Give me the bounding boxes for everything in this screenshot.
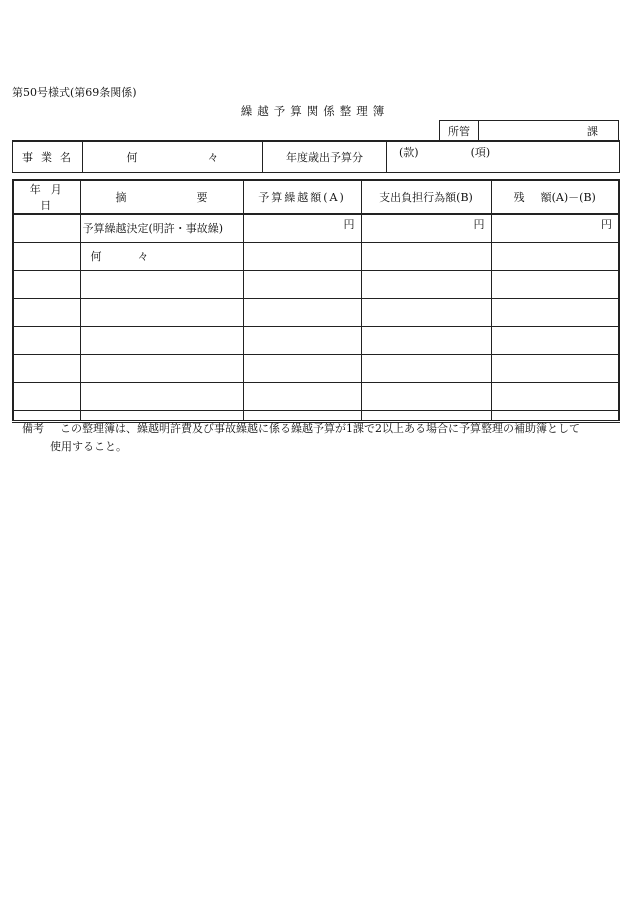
- header-commitment: 支出負担行為額(B): [361, 180, 491, 214]
- project-row: [12, 140, 620, 173]
- ledger-table: [12, 179, 620, 423]
- table-row: [13, 354, 619, 382]
- commitment-cell[interactable]: [361, 298, 491, 326]
- desc-cell[interactable]: [80, 298, 243, 326]
- date-cell[interactable]: [13, 242, 80, 270]
- carryover-cell: 円: [243, 214, 361, 242]
- department-label: 所管: [440, 121, 479, 140]
- date-cell[interactable]: [13, 270, 80, 298]
- table-row: [13, 242, 619, 270]
- commitment-cell[interactable]: [361, 354, 491, 382]
- commitment-cell[interactable]: [361, 326, 491, 354]
- header-desc-right: 要: [196, 191, 208, 204]
- date-cell[interactable]: [13, 214, 80, 242]
- date-cell[interactable]: [13, 326, 80, 354]
- remarks-line-2: 使用すること。: [50, 440, 127, 453]
- budget-year-label: 年度歳出予算分: [263, 142, 387, 172]
- balance-cell[interactable]: [491, 242, 619, 270]
- date-cell[interactable]: [13, 298, 80, 326]
- carryover-cell[interactable]: [243, 242, 361, 270]
- remarks: [22, 420, 622, 456]
- remarks-text-1: この整理簿は、繰越明許費及び事故繰越に係る繰越予算が1課で2以上ある場合に予算整理の補助簿として: [60, 422, 580, 435]
- carryover-cell[interactable]: [243, 270, 361, 298]
- commitment-cell[interactable]: [361, 242, 491, 270]
- header-bal-left: 残: [513, 191, 525, 204]
- header-bal-right: 額(A)－(B): [540, 191, 596, 204]
- desc-cell[interactable]: [80, 354, 243, 382]
- desc-cell[interactable]: [80, 270, 243, 298]
- kou-label: (項): [470, 146, 491, 159]
- project-name-left: 何: [126, 151, 138, 164]
- carryover-cell[interactable]: [243, 326, 361, 354]
- project-name-cell: [83, 142, 263, 172]
- carryover-cell[interactable]: [243, 298, 361, 326]
- header-description: [80, 180, 243, 214]
- header-balance: [491, 180, 619, 214]
- header-date: 年月日: [13, 180, 80, 214]
- project-name-right: 々: [207, 151, 219, 164]
- department-unit: 課: [587, 124, 598, 138]
- commitment-cell[interactable]: [361, 270, 491, 298]
- balance-cell: 円: [491, 214, 619, 242]
- document-title: 繰越予算関係整理簿: [240, 104, 390, 118]
- table-row: [13, 382, 619, 410]
- budget-category-cell: [387, 142, 619, 172]
- carryover-cell[interactable]: [243, 354, 361, 382]
- carryover-cell[interactable]: [243, 382, 361, 410]
- desc-left: 何: [90, 250, 102, 263]
- remarks-label: 備考: [22, 422, 44, 435]
- balance-cell[interactable]: [491, 382, 619, 410]
- desc-right: 々: [137, 250, 149, 263]
- table-row: [13, 298, 619, 326]
- project-label: 事業名: [13, 142, 83, 172]
- balance-cell[interactable]: [491, 354, 619, 382]
- desc-cell: 予算繰越決定(明許・事故繰): [80, 214, 243, 242]
- commitment-cell[interactable]: [361, 382, 491, 410]
- desc-cell[interactable]: [80, 326, 243, 354]
- header-desc-left: 摘: [115, 191, 127, 204]
- desc-cell[interactable]: [80, 382, 243, 410]
- header-carryover: 予算繰越額(A): [243, 180, 361, 214]
- date-cell[interactable]: [13, 382, 80, 410]
- table-row: [13, 214, 619, 242]
- form-number: 第50号様式(第69条関係): [12, 86, 137, 99]
- balance-cell[interactable]: [491, 326, 619, 354]
- date-cell[interactable]: [13, 354, 80, 382]
- balance-cell[interactable]: [491, 270, 619, 298]
- ledger-header-row: [13, 180, 619, 214]
- table-row: [13, 270, 619, 298]
- remarks-line-1: [22, 420, 622, 438]
- desc-cell: [80, 242, 243, 270]
- kan-label: (款): [399, 146, 419, 159]
- commitment-cell: 円: [361, 214, 491, 242]
- balance-cell[interactable]: [491, 298, 619, 326]
- table-row: [13, 326, 619, 354]
- department-box: [439, 120, 619, 140]
